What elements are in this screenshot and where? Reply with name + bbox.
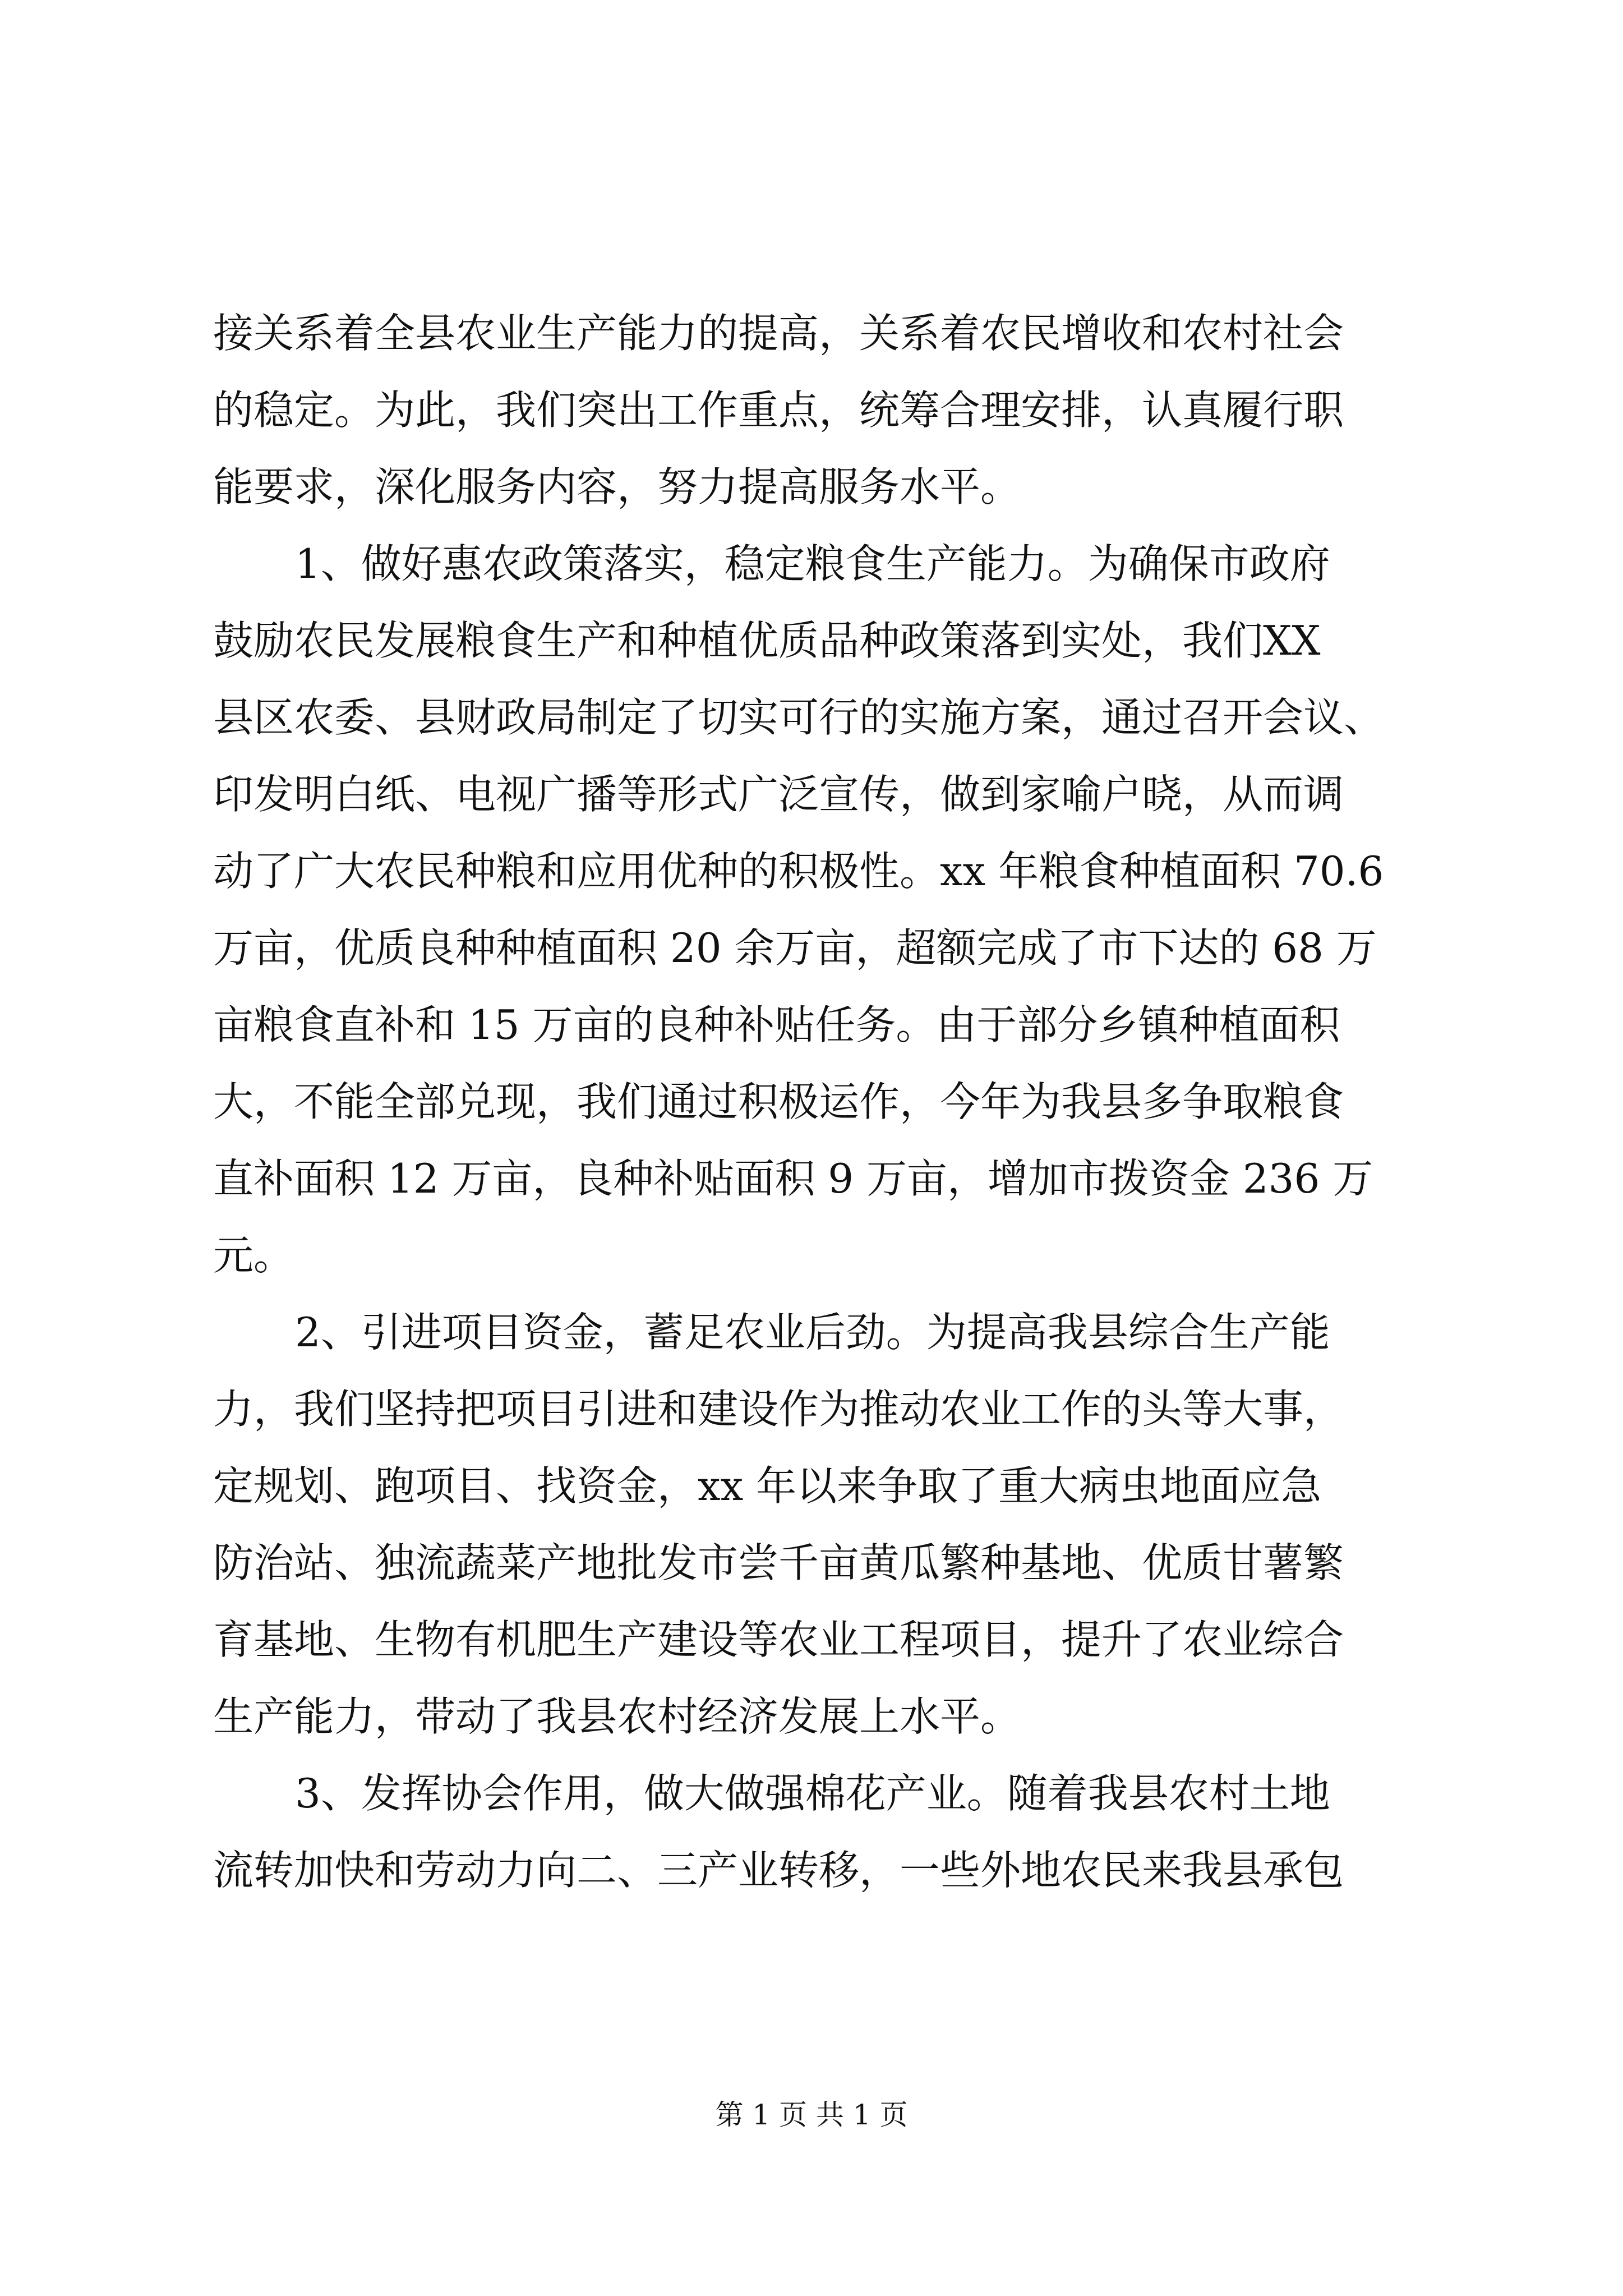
text-line: 力，我们坚持把项目引进和建设作为推动农业工作的头等大事， bbox=[213, 1386, 1344, 1433]
text-line: 县区农委、县财政局制定了切实可行的实施方案，通过召开会议、 bbox=[213, 694, 1385, 741]
text-line: 大，不能全部兑现，我们通过积极运作，今年为我县多争取粮食 bbox=[213, 1078, 1344, 1125]
text-line: 鼓励农民发展粮食生产和种植优质品种政策落到实处，我们XX bbox=[213, 617, 1321, 664]
text-line: 流转加快和劳动力向二、三产业转移，一些外地农民来我县承包 bbox=[213, 1847, 1344, 1894]
text-line: 定规划、跑项目、找资金，xx 年以来争取了重大病虫地面应急 bbox=[213, 1462, 1322, 1510]
text-line: 3、发挥协会作用，做大做强棉花产业。随着我县农村土地 bbox=[295, 1770, 1330, 1817]
text-line: 能要求，深化服务内容，努力提高服务水平。 bbox=[213, 463, 1021, 510]
text-line: 防治站、独流蔬菜产地批发市尝千亩黄瓜繁种基地、优质甘薯繁 bbox=[213, 1539, 1344, 1586]
text-line: 育基地、生物有机肥生产建设等农业工程项目，提升了农业综合 bbox=[213, 1616, 1344, 1663]
text-line: 亩粮食直补和 15 万亩的良种补贴任务。由于部分乡镇种植面积 bbox=[213, 1001, 1340, 1048]
page-footer: 第 1 页 共 1 页 bbox=[715, 2099, 908, 2131]
text-line: 元。 bbox=[213, 1232, 294, 1279]
text-line: 印发明白纸、电视广播等形式广泛宣传，做到家喻户晓，从而调 bbox=[213, 771, 1344, 818]
text-line: 生产能力，带动了我县农村经济发展上水平。 bbox=[213, 1693, 1021, 1740]
text-line: 的稳定。为此，我们突出工作重点，统筹合理安排，认真履行职 bbox=[213, 386, 1344, 434]
text-line: 1、做好惠农政策落实，稳定粮食生产能力。为确保市政府 bbox=[295, 540, 1330, 587]
text-line: 直补面积 12 万亩，良种补贴面积 9 万亩，增加市拨资金 236 万 bbox=[213, 1155, 1373, 1202]
document-body bbox=[213, 295, 1430, 1909]
text-line: 接关系着全县农业生产能力的提高，关系着农民增收和农村社会 bbox=[213, 310, 1344, 357]
text-line: 2、引进项目资金，蓄足农业后劲。为提高我县综合生产能 bbox=[295, 1309, 1330, 1356]
text-line: 动了广大农民种粮和应用优种的积极性。xx 年粮食种植面积 70.6 bbox=[213, 848, 1384, 895]
text-line: 万亩，优质良种种植面积 20 余万亩，超额完成了市下达的 68 万 bbox=[213, 924, 1377, 972]
